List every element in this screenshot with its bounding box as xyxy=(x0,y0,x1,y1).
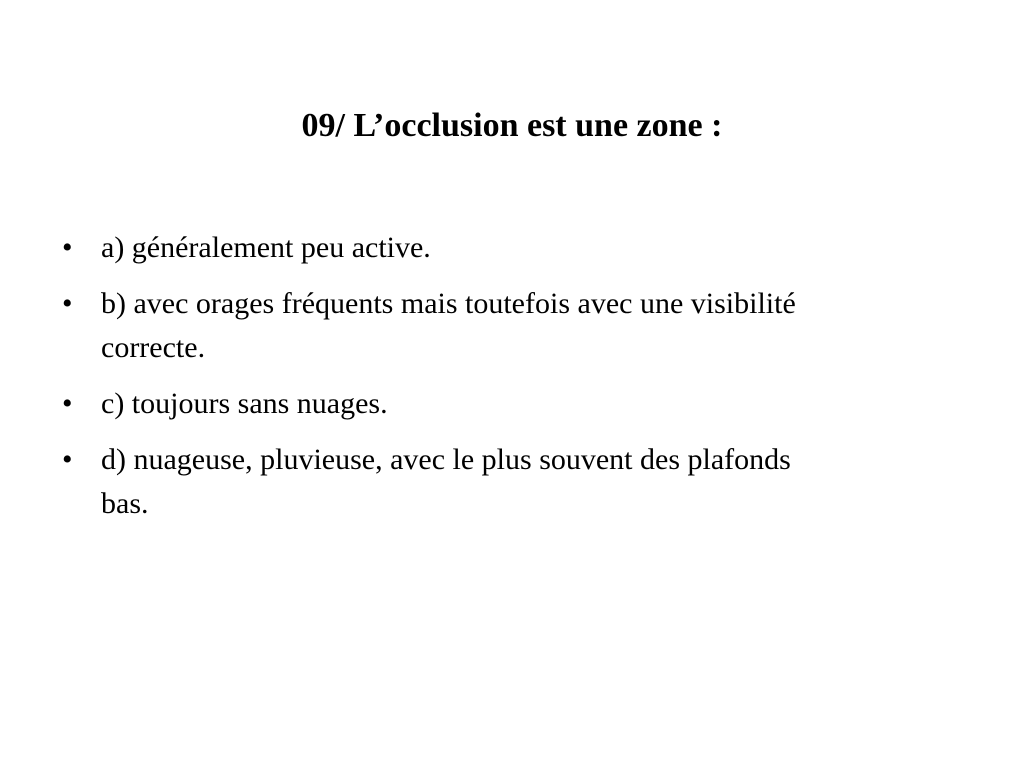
answer-option-a xyxy=(62,226,842,270)
answer-option-label: d) nuageuse, pluvieuse, avec le plus souvent des plafonds bas. xyxy=(101,443,791,520)
answer-option-c xyxy=(62,382,842,426)
answer-option-d xyxy=(62,438,842,526)
answer-option-b xyxy=(62,282,842,370)
answer-option-label: c) toujours sans nuages. xyxy=(101,387,388,420)
answer-options-list xyxy=(62,226,842,538)
bullet-icon: • xyxy=(62,287,73,320)
answer-option-label: b) avec orages fréquents mais toutefois avec une visibilité correcte. xyxy=(101,287,796,364)
answer-option-label: a) généralement peu active. xyxy=(101,231,431,264)
bullet-icon: • xyxy=(62,443,73,476)
question-title: 09/ L’occlusion est une zone : xyxy=(301,107,723,144)
bullet-icon: • xyxy=(62,231,73,264)
bullet-icon: • xyxy=(62,387,73,420)
